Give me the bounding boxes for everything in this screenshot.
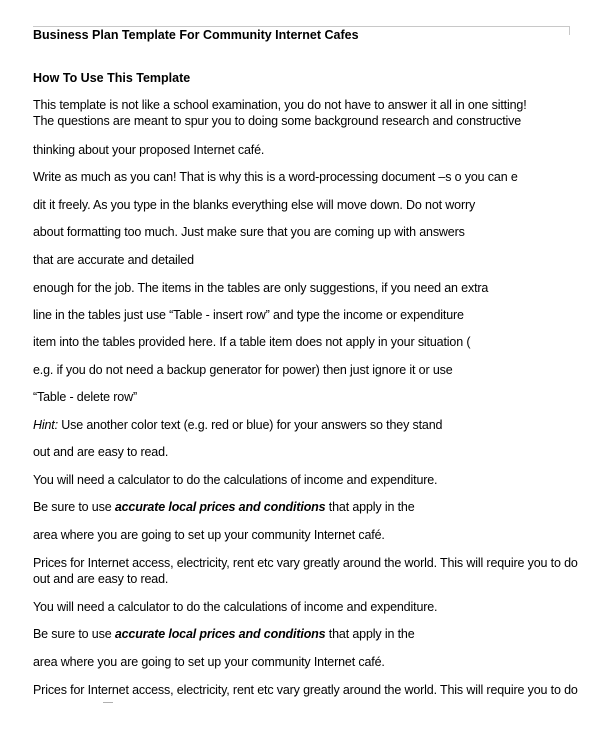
- paragraph-line: You will need a calculator to do the calculations of income and expenditure.: [33, 473, 438, 487]
- paragraph-line: line in the tables just use “Table - insert row” and type the income or expenditure: [33, 308, 464, 322]
- paragraph-line: enough for the job. The items in the tables are only suggestions, if you need an extra: [33, 281, 489, 295]
- emphasis-prefix: Be sure to use: [33, 500, 115, 514]
- paragraph-line: e.g. if you do not need a backup generator for power) then just ignore it or use: [33, 363, 453, 377]
- paragraph-line: Prices for Internet access, electricity, rent etc vary greatly around the world. This will require you to do: [33, 683, 578, 697]
- document-title: Business Plan Template For Community Internet Cafes: [33, 28, 359, 42]
- hint-text: Use another color text (e.g. red or blue) for your answers so they stand: [57, 418, 443, 432]
- paragraph-line: Prices for Internet access, electricity, rent etc vary greatly around the world. This will require you to do: [33, 556, 578, 570]
- paragraph-line: about formatting too much. Just make sure that you are coming up with answers: [33, 225, 465, 239]
- paragraph-line: You will need a calculator to do the calculations of income and expenditure.: [33, 600, 438, 614]
- paragraph-line: area where you are going to set up your community Internet café.: [33, 655, 385, 669]
- paragraph-line: area where you are going to set up your community Internet café.: [33, 528, 385, 542]
- hint-line: [33, 418, 442, 432]
- emphasis-text: accurate local prices and conditions: [114, 627, 326, 641]
- cursor-mark: [103, 702, 113, 703]
- paragraph-line: “Table - delete row”: [33, 390, 137, 404]
- section-heading: How To Use This Template: [33, 71, 191, 85]
- paragraph-line: out and are easy to read.: [33, 445, 169, 459]
- emphasis-prefix: Be sure to use: [33, 627, 115, 641]
- emphasis-suffix: that apply in the: [325, 500, 415, 514]
- margin-marker: [569, 26, 570, 35]
- paragraph-line: dit it freely. As you type in the blanks everything else will move down. Do not worry: [33, 198, 476, 212]
- paragraph-line: that are accurate and detailed: [33, 253, 194, 267]
- hint-label: Hint:: [33, 418, 58, 432]
- paragraph-line: Write as much as you can! That is why this is a word-processing document –s o you can e: [33, 170, 518, 184]
- emphasis-line: [33, 500, 415, 514]
- paragraph-line: This template is not like a school examination, you do not have to answer it all in one sitting!: [33, 98, 527, 112]
- emphasis-line: [33, 627, 415, 641]
- paragraph-line: thinking about your proposed Internet café.: [33, 143, 265, 157]
- paragraph-line: The questions are meant to spur you to doing some background research and constructive: [33, 114, 522, 128]
- paragraph-line: item into the tables provided here. If a table item does not apply in your situation (: [33, 335, 471, 349]
- emphasis-suffix: that apply in the: [325, 627, 415, 641]
- emphasis-text: accurate local prices and conditions: [114, 500, 326, 514]
- paragraph-line: out and are easy to read.: [33, 572, 169, 586]
- header-rule: [33, 26, 570, 27]
